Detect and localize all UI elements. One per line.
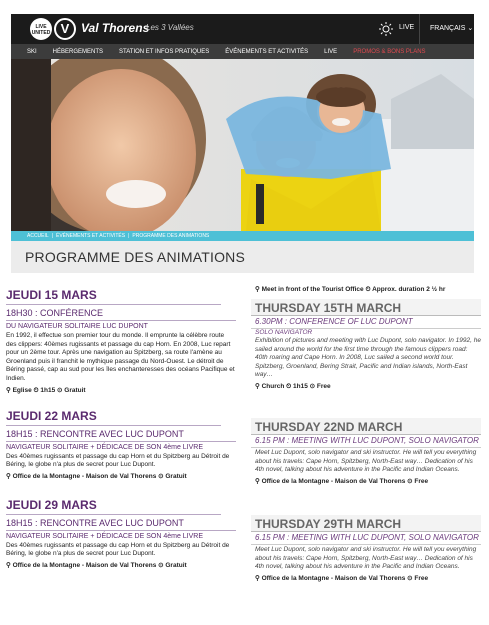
language-selector[interactable] xyxy=(419,14,474,44)
val-thorens-logo-icon[interactable]: V xyxy=(54,18,76,40)
event-block xyxy=(251,299,481,391)
breadcrumb xyxy=(11,231,474,241)
chevron-down-icon: ⌄ xyxy=(467,25,474,32)
main-nav xyxy=(11,44,474,59)
breadcrumb-current: PROGRAMME DES ANIMATIONS xyxy=(132,233,210,239)
event-block xyxy=(6,288,236,395)
event-time: 18H15 : RENCONTRE AVEC LUC DUPONT xyxy=(6,517,184,528)
event-day: THURSDAY 29TH MARCH xyxy=(251,515,481,532)
event-description: Meet Luc Dupont, solo navigator and ski instructor. He will tell you everything about his travels: Cape Horn, Spitzberg, North-East way… Dedication of his 4th novel, talking about his adventure in the Pacific and Indian Oceans. xyxy=(251,544,481,572)
sun-icon[interactable] xyxy=(378,21,394,37)
event-block xyxy=(6,498,236,569)
event-day: JEUDI 15 MARS xyxy=(6,288,221,305)
nav-item-accommodation[interactable]: HÉBERGEMENTS xyxy=(52,48,104,55)
event-subtitle: NAVIGATEUR SOLITAIRE + DÉDICACE DE SON 4ème LIVRE xyxy=(6,530,236,540)
event-block xyxy=(251,515,481,582)
event-meta: ⚲ Office de la Montagne - Maison de Val Thorens ⊙ Gratuit xyxy=(6,472,187,480)
event-time: 18H15 : RENCONTRE AVEC LUC DUPONT xyxy=(6,428,184,439)
event-day: THURSDAY 22ND MARCH xyxy=(251,418,481,435)
event-meta: ⚲ Office de la Montagne - Maison de Val Thorens ⊙ Free xyxy=(255,574,429,582)
breadcrumb-separator: | xyxy=(128,233,130,239)
event-subtitle: NAVIGATEUR SOLITAIRE + DÉDICACE DE SON 4ème LIVRE xyxy=(6,441,236,451)
brand-name[interactable]: Val Thorens xyxy=(81,21,150,35)
event-day: THURSDAY 15TH MARCH xyxy=(251,299,481,316)
live-united-logo[interactable]: LIVE UNITED xyxy=(30,18,52,40)
event-meta: ⚲ Office de la Montagne - Maison de Val Thorens ⊙ Free xyxy=(255,477,429,485)
event-description: Des 40èmes rugissants et passage du cap Horn et du Spitzberg au Détroit de Béring, le globe n'a plus de secret pour Luc Dupont. xyxy=(6,452,230,469)
meeting-point-note: ⚲ Meet in front of the Tourist Office ⏲ Approx. duration 2 ½ hr xyxy=(255,286,446,293)
event-time: 6.30PM : CONFERENCE OF LUC DUPONT xyxy=(255,317,413,326)
website-screenshot xyxy=(11,14,474,273)
language-label: FRANÇAIS xyxy=(430,25,466,32)
hero-photo xyxy=(11,59,474,231)
event-day: JEUDI 29 MARS xyxy=(6,498,221,515)
top-bar xyxy=(11,14,474,44)
event-time: 18H30 : CONFÉRENCE xyxy=(6,308,104,318)
event-description: Meet Luc Dupont, solo navigator and ski instructor. He will tell you everything about his travels: Cape Horn, Spitzberg, North-East way… Dedication of his 4th novel, talking about his adventure in the Pacific and Indian Oceans. xyxy=(251,447,481,475)
breadcrumb-events[interactable]: ÉVÉNEMENTS ET ACTIVITÉS xyxy=(56,233,126,239)
event-meta: ⚲ Church ⏲ 1h15 ⊙ Free xyxy=(255,382,331,390)
nav-item-events[interactable]: ÉVÉNEMENTS ET ACTIVITÉS xyxy=(225,48,309,55)
live-link[interactable]: LIVE xyxy=(399,24,415,31)
hero-illustration xyxy=(11,59,474,231)
nav-item-resort-info[interactable]: STATION ET INFOS PRATIQUES xyxy=(119,48,210,55)
english-program-column xyxy=(251,285,481,615)
event-description: Exhibition of pictures and meeting with Luc Dupont, solo navigator. In 1992, he sailed around the world for the first time through the famous clippers road: 40th roaring and Cape Horn. In 2008, Luc sailed a second world tour. Spitzberg, Groenland, Bering Strait, Pacific and Indian islands, North-East way… xyxy=(255,337,481,379)
event-time: 6.15 PM : MEETING WITH LUC DUPONT, SOLO NAVIGATOR xyxy=(255,533,479,542)
breadcrumb-separator: | xyxy=(51,233,53,239)
french-program-column xyxy=(6,288,236,569)
breadcrumb-home[interactable]: ACCUEIL xyxy=(27,233,49,239)
event-block xyxy=(6,409,236,480)
event-meta: ⚲ Eglise ⏲ 1h15 ⊙ Gratuit xyxy=(6,386,86,394)
event-subtitle: SOLO NAVIGATOR xyxy=(251,328,481,336)
event-subtitle: DU NAVIGATEUR SOLITAIRE LUC DUPONT xyxy=(6,320,236,330)
event-time: 6.15 PM : MEETING WITH LUC DUPONT, SOLO NAVIGATOR xyxy=(255,436,479,445)
page-title-bar xyxy=(11,241,474,273)
page-title: PROGRAMME DES ANIMATIONS xyxy=(25,249,246,265)
event-day: JEUDI 22 MARS xyxy=(6,409,221,426)
event-meta: ⚲ Office de la Montagne - Maison de Val Thorens ⊙ Gratuit xyxy=(6,561,187,569)
nav-item-ski[interactable]: SKI xyxy=(27,48,37,55)
event-description: En 1992, il effectue son premier tour du monde. Il emprunte la célèbre route des clippers: 40èmes rugissants et passage du cap Horn. En 2008, Luc repart pour un 2ème tour. Après une navigation au Spitzberg, sa route l'amène au Groenland puis il franchit le mythique passage du Nord-Ouest. Le détroit de Béring passé, cap au sud pour les îles enchanteresses des océans Pacifique et Indien. xyxy=(6,332,235,382)
nav-item-live[interactable]: LIVE xyxy=(324,48,338,55)
event-block xyxy=(251,418,481,485)
event-description: Des 40èmes rugissants et passage du cap Horn et du Spitzberg au Détroit de Béring, le globe n'a plus de secret pour Luc Dupont. xyxy=(6,541,230,558)
partner-logo[interactable]: Les 3 Vallées xyxy=(146,23,194,32)
nav-item-promos[interactable]: PROMOS & BONS PLANS xyxy=(353,48,426,55)
